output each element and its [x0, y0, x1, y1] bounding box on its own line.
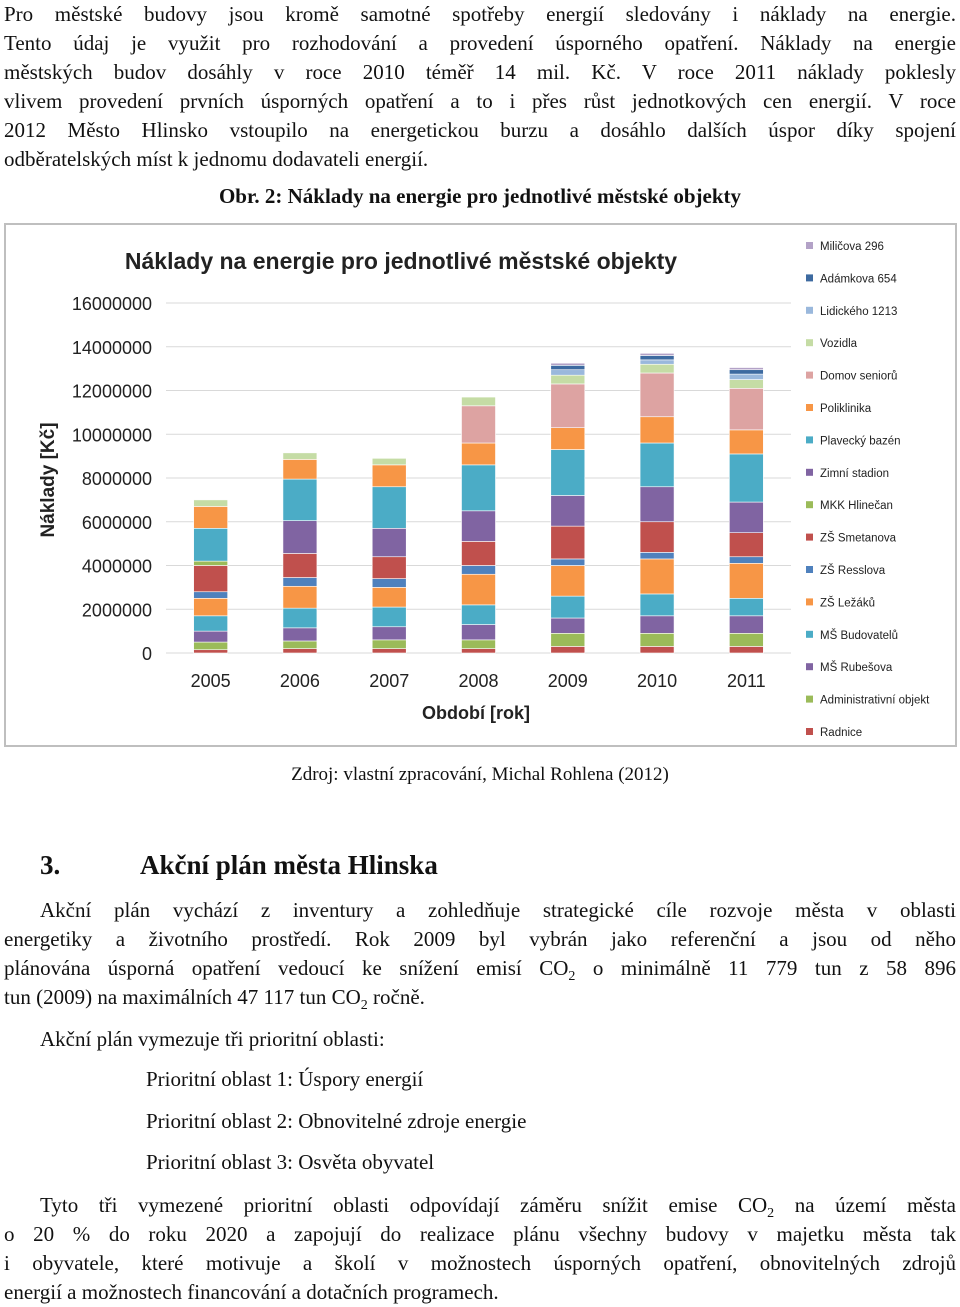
bar-segment [462, 574, 496, 605]
legend-swatch [806, 631, 813, 638]
bar-segment [283, 649, 317, 653]
bar-segment [194, 598, 228, 616]
legend-label: MŠ Rubešova [820, 662, 893, 675]
bar-segment [640, 559, 674, 594]
legend-swatch [806, 242, 813, 249]
bar-segment [372, 587, 406, 607]
section-title: Akční plán města Hlinska [140, 850, 438, 880]
x-tick-label: 2006 [279, 671, 320, 691]
bar-segment [462, 443, 496, 465]
y-tick-label: 12000000 [71, 381, 152, 402]
bar-segment [194, 616, 228, 631]
bar-segment [194, 561, 228, 565]
bar-segment [194, 631, 228, 642]
bar-segment [640, 373, 674, 417]
bar-segment [372, 627, 406, 640]
bar-segment [640, 487, 674, 522]
text-line: plánována úsporná opatření vedoucí ke snížení emisí $CO_2$ o minimálně 11 779 tun z 58 896 [4, 956, 956, 985]
y-tick-label: 14000000 [71, 337, 152, 358]
priority-item: Prioritní oblast 3: Osvěta obyvatel [146, 1150, 435, 1174]
text-line: městských budov dosáhly v roce 2010 téměř 14 mil. Kč. V roce 2011 náklady poklesly [4, 60, 956, 84]
text-line: i obyvatele, které motivuje a školí v možnostech úsporných opatření, obnovitelných zdrojů [4, 1251, 956, 1275]
bar-segment [194, 566, 228, 592]
legend-swatch [806, 663, 813, 670]
bar-segment [372, 528, 406, 556]
bar-segment [729, 598, 763, 616]
bar-segment [462, 406, 496, 443]
bar-segment [729, 370, 763, 374]
bar-segment [551, 596, 585, 618]
y-tick-label: 8000000 [81, 469, 152, 489]
legend-label: MKK Hlinečan [820, 500, 893, 513]
bar-segment [729, 633, 763, 646]
bar-segment [194, 642, 228, 650]
legend-label: Lidického 1213 [820, 305, 898, 318]
bar-segment [194, 500, 228, 507]
bar-segment [462, 511, 496, 542]
bar-segment [551, 363, 585, 365]
closing-paragraph [4, 1191, 956, 1307]
y-tick-label: 4000000 [81, 556, 152, 577]
bar-segment [640, 616, 674, 634]
bar-segment [640, 360, 674, 364]
bar-segment [729, 380, 763, 389]
priority-item: Prioritní oblast 1: Úspory energií [146, 1067, 424, 1091]
legend-label: ZŠ Resslova [820, 565, 886, 577]
bar-segment [551, 428, 585, 450]
bar-segment [551, 646, 585, 653]
bar-segment [372, 458, 406, 465]
y-tick-label: 0 [141, 644, 152, 664]
bar-segment [640, 356, 674, 360]
bar-segment [372, 607, 406, 627]
bar-segment [729, 533, 763, 557]
legend-label: Administrativní objekt [820, 694, 930, 707]
bar-segment [283, 578, 317, 587]
text-line: energetiky a životního prostředí. Rok 2009 byl vybrán jako referenční a jsou od něho [4, 927, 956, 951]
legend-label: Zimní stadion [820, 467, 890, 480]
bar-segment [729, 557, 763, 564]
bar-segment [551, 365, 585, 369]
figure-caption: Obr. 2: Náklady na energie pro jednotlivé městské objekty [218, 184, 742, 208]
legend-swatch [806, 728, 813, 735]
x-tick-label: 2011 [726, 671, 766, 691]
bar-segment [640, 522, 674, 553]
text-line: o 20 % do roku 2020 a zapojují do realizace plánu všechny budovy v majetku města tak [4, 1222, 956, 1246]
text-line: energií a možnostech financování a dotačních programech. [4, 1280, 499, 1304]
bar-segment [283, 586, 317, 608]
bar-segment [372, 649, 406, 653]
y-tick-label: 6000000 [81, 512, 152, 533]
legend-swatch [806, 534, 813, 541]
bar-segment [640, 594, 674, 616]
bar-segment [729, 502, 763, 533]
legend-swatch [806, 501, 813, 508]
bar-segment [551, 450, 585, 496]
legend-swatch [806, 274, 813, 281]
bar-segment [462, 625, 496, 640]
bar-segment [462, 566, 496, 575]
bar-segment [462, 397, 496, 406]
bar-segment [194, 650, 228, 653]
text-line: Tyto tři vymezené prioritní oblasti odpovídají záměru snížit emise $CO_2$ na území města [40, 1193, 956, 1222]
bar-segment [462, 649, 496, 653]
text-line: vlivem provedení prvních úsporných opatření a to i přes růst jednotkových cen energií. V roce [4, 89, 956, 113]
bar-segment [194, 528, 228, 561]
legend-swatch [806, 598, 813, 605]
bar-segment [551, 375, 585, 384]
bar-segment [372, 640, 406, 649]
bar-segment [283, 521, 317, 554]
legend-label: Adámkova 654 [820, 273, 897, 286]
bar-segment [729, 388, 763, 430]
bar-segment [283, 479, 317, 521]
legend-swatch [806, 436, 813, 443]
legend-label: Miličova 296 [820, 241, 884, 253]
y-axis-label: Náklady [Kč] [38, 422, 59, 538]
legend-label: Radnice [820, 727, 863, 739]
bar-segment [729, 368, 763, 370]
x-tick-label: 2007 [369, 671, 410, 691]
text-line: 2012 Město Hlinsko vstoupilo na energetickou burzu a dosáhlo dalších úspor díky spojení [4, 118, 956, 142]
bar-segment [372, 487, 406, 529]
bar-segment [729, 563, 763, 598]
bar-segment [729, 616, 763, 634]
cost-chart [6, 225, 955, 745]
bar-segment [283, 628, 317, 641]
legend-swatch [806, 339, 813, 346]
bar-segment [551, 384, 585, 428]
bar-segment [640, 353, 674, 355]
bar-segment [283, 553, 317, 577]
bar-segment [551, 566, 585, 597]
legend-label: Plavecký bazén [820, 435, 901, 448]
text-line: Tento údaj je využit pro rozhodování a provedení úsporného opatření. Náklady na energie [4, 31, 956, 55]
legend-swatch [806, 696, 813, 703]
action-plan-paragraph [4, 896, 956, 1012]
text-line: Pro městské budovy jsou kromě samotné spotřeby energií sledovány i náklady na energie. [4, 2, 956, 26]
legend-label: Domov seniorů [820, 370, 898, 383]
text-line: tun (2009) na maximálních 47 117 tun $CO_2$ ročně. [4, 985, 425, 1014]
x-axis-label: Období [rok] [422, 703, 530, 723]
legend-swatch [806, 307, 813, 314]
figure-source: Zdroj: vlastní zpracování, Michal Rohlena (2012) [291, 764, 669, 785]
legend-label: Poliklinika [820, 403, 872, 415]
text-line: odběratelských míst k jednomu dodavateli energií. [4, 147, 429, 171]
legend-label: Vozidla [820, 338, 858, 351]
bar-segment [551, 633, 585, 646]
y-tick-label: 10000000 [71, 425, 152, 446]
bar-segment [640, 443, 674, 487]
priorities-intro: Akční plán vymezuje tři prioritní oblasti: [40, 1027, 385, 1051]
legend-swatch [806, 404, 813, 411]
bar-segment [551, 526, 585, 559]
y-tick-label: 2000000 [81, 600, 152, 621]
bar-segment [729, 430, 763, 454]
bar-segment [729, 374, 763, 379]
legend-label: ZŠ Ležáků [820, 597, 875, 610]
bar-segment [194, 592, 228, 599]
x-tick-label: 2009 [547, 671, 588, 691]
bar-segment [551, 496, 585, 527]
bar-segment [640, 417, 674, 443]
legend-swatch [806, 469, 813, 476]
bar-segment [640, 364, 674, 373]
bar-segment [640, 552, 674, 559]
bar-segment [194, 506, 228, 528]
legend-label: MŠ Budovatelů [820, 629, 898, 642]
section-heading [40, 850, 438, 881]
bar-segment [462, 541, 496, 565]
bar-segment [729, 454, 763, 502]
bar-segment [462, 605, 496, 625]
bar-segment [551, 559, 585, 566]
text-line: Akční plán vychází z inventury a zohledňuje strategické cíle rozvoje města v oblasti [40, 898, 956, 922]
chart-title: Náklady na energie pro jednotlivé městské objekty [124, 248, 678, 274]
legend-swatch [806, 566, 813, 573]
legend-label: ZŠ Smetanova [820, 532, 897, 545]
priority-item: Prioritní oblast 2: Obnovitelné zdroje energie [146, 1109, 527, 1133]
bar-segment [283, 453, 317, 460]
bar-segment [283, 608, 317, 628]
bar-segment [462, 465, 496, 511]
chart-frame [4, 223, 957, 747]
x-tick-label: 2008 [458, 671, 499, 691]
bar-segment [551, 618, 585, 633]
bar-segment [551, 370, 585, 375]
bar-segment [372, 579, 406, 588]
bar-segment [640, 646, 674, 653]
bar-segment [462, 640, 496, 649]
bar-segment [283, 459, 317, 479]
bar-segment [640, 633, 674, 646]
bar-segment [283, 641, 317, 649]
legend-swatch [806, 372, 813, 379]
x-tick-label: 2010 [637, 671, 678, 691]
bar-segment [372, 557, 406, 579]
section-number: 3. [40, 850, 61, 880]
intro-paragraph [4, 0, 956, 174]
bar-segment [372, 465, 406, 487]
bar-segment [729, 646, 763, 653]
y-tick-label: 16000000 [71, 294, 152, 314]
x-tick-label: 2005 [190, 671, 231, 691]
